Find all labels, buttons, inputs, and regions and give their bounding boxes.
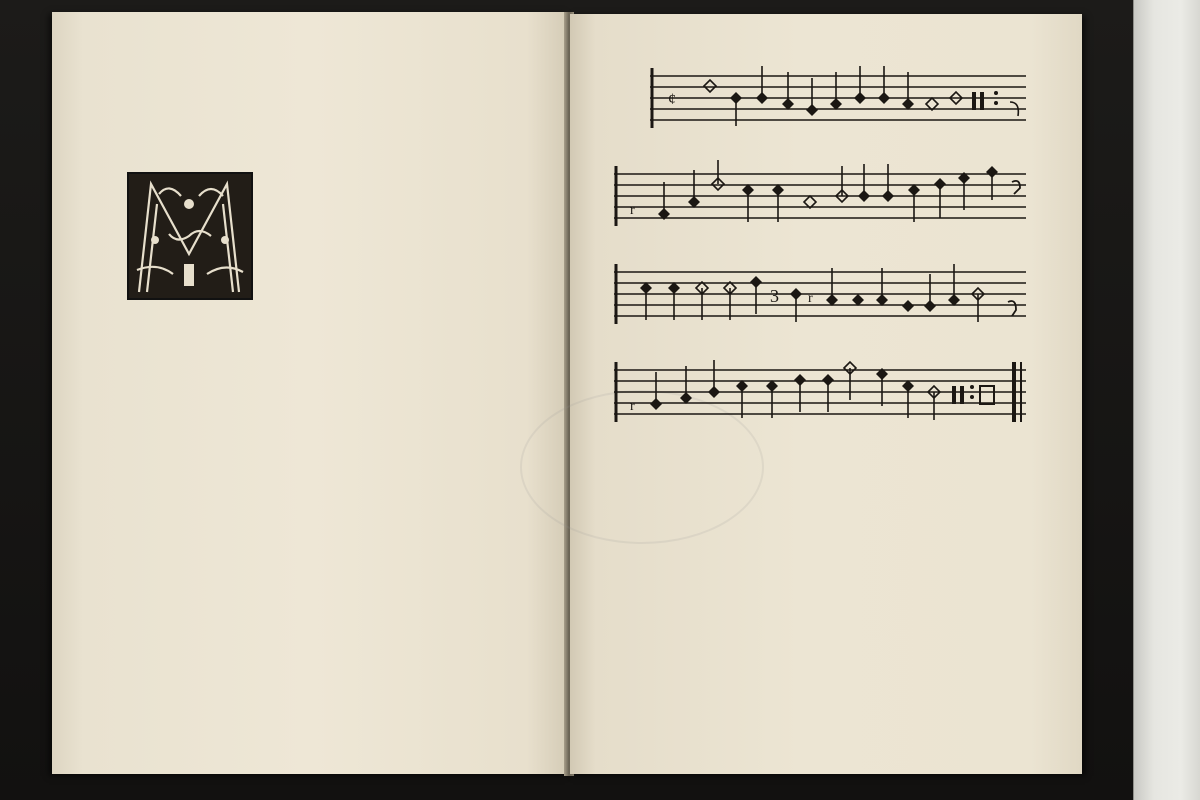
- left-page: [52, 12, 568, 774]
- svg-text:r: r: [630, 203, 635, 218]
- measurement-ruler: [1133, 0, 1200, 800]
- svg-text:¢: ¢: [668, 91, 676, 108]
- svg-text:3: 3: [770, 286, 779, 306]
- svg-text:r: r: [808, 291, 813, 306]
- svg-text:r: r: [630, 399, 635, 414]
- woodcut-initial-m: [127, 172, 253, 300]
- music-staff-2: [614, 160, 1030, 236]
- music-staff-1: [650, 62, 1030, 138]
- music-staff-3: [614, 258, 1030, 334]
- music-staff-4: [614, 356, 1030, 432]
